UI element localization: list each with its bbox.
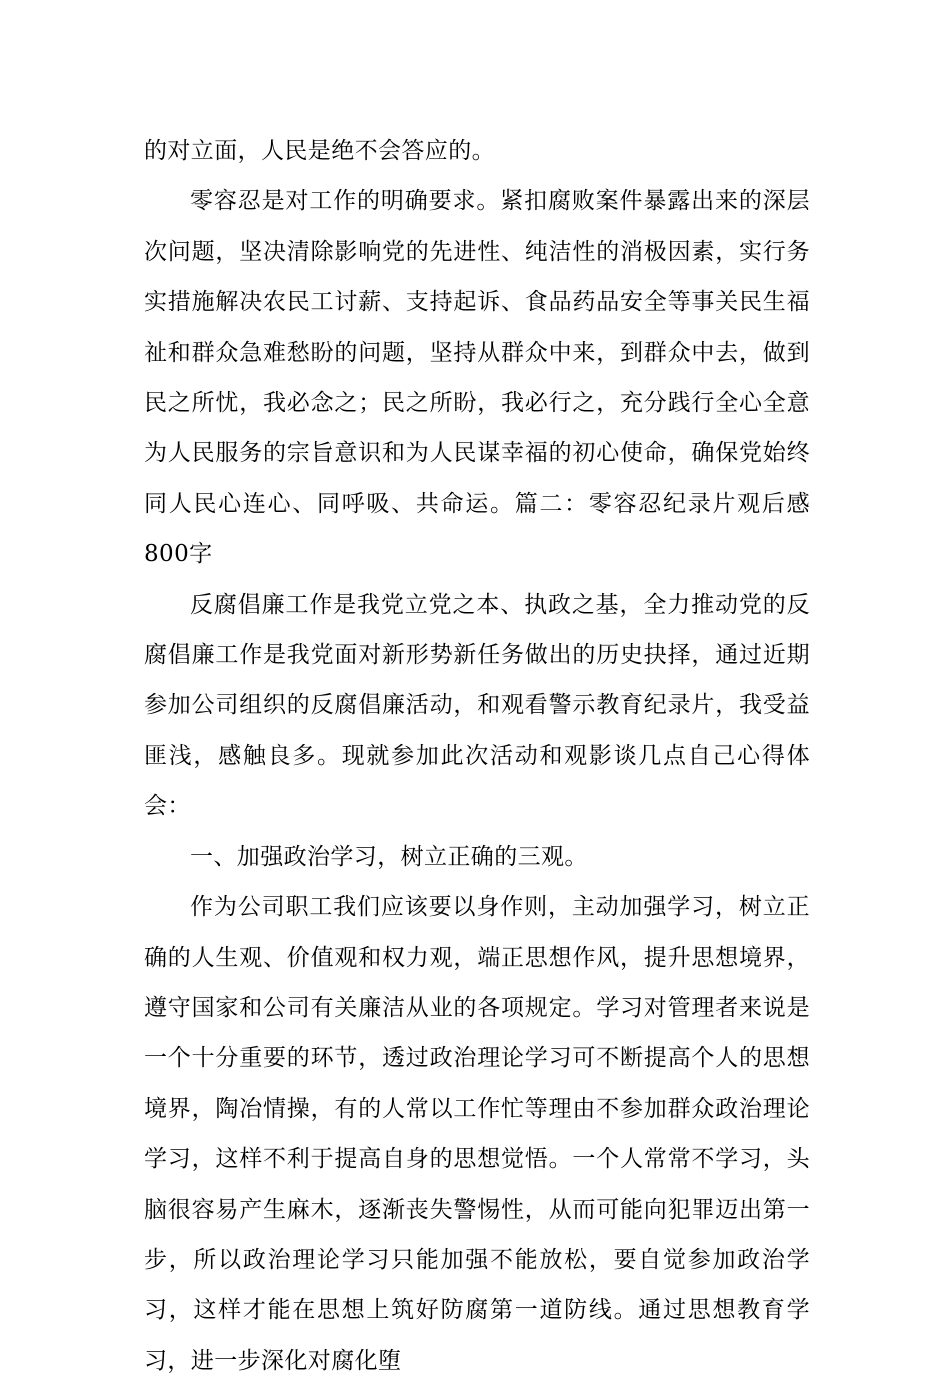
paragraph-1: 的对立面，人民是绝不会答应的。	[144, 138, 495, 164]
paragraph-4: 一、加强政治学习，树立正确的三观。	[190, 843, 588, 870]
document-body	[144, 126, 810, 1386]
paragraph-2: 零容忍是对工作的明确要求。紧扣腐败案件暴露出来的深层次问题，坚决清除影响党的先进性、纯洁性的消极因素，实行务实措施解决农民工讨薪、支持起诉、食品药品安全等事关民生福祉和群众急难愁盼的问题，坚持从群众中来，到群众中去，做到民之所忧，我必念之；民之所盼，我必行之，充分践行全心全意为人民服务的宗旨意识和为人民谋幸福的初心使命，确保党始终同人民心连心、同呼吸、共命运。篇二：零容忍纪录片观后感800字	[144, 188, 810, 568]
paragraph-5: 作为公司职工我们应该要以身作则，主动加强学习，树立正确的人生观、价值观和权力观，端正思想作风，提升思想境界，遵守国家和公司有关廉洁从业的各项规定。学习对管理者来说是一个十分重要的环节，透过政治理论学习可不断提高个人的思想境界，陶冶情操，有的人常以工作忙等理由不参加群众政治理论学习，这样不利于提高自身的思想觉悟。一个人常常不学习，头脑很容易产生麻木，逐渐丧失警惕性，从而可能向犯罪迈出第一步，所以政治理论学习只能加强不能放松，要自觉参加政治学习，这样才能在思想上筑好防腐第一道防线。通过思想教育学习，进一步深化对腐化堕	[144, 894, 810, 1374]
paragraph-3: 反腐倡廉工作是我党立党之本、执政之基，全力推动党的反腐倡廉工作是我党面对新形势新任务做出的历史抉择，通过近期参加公司组织的反腐倡廉活动，和观看警示教育纪录片，我受益匪浅，感触良多。现就参加此次活动和观影谈几点自己心得体会：	[144, 591, 810, 820]
